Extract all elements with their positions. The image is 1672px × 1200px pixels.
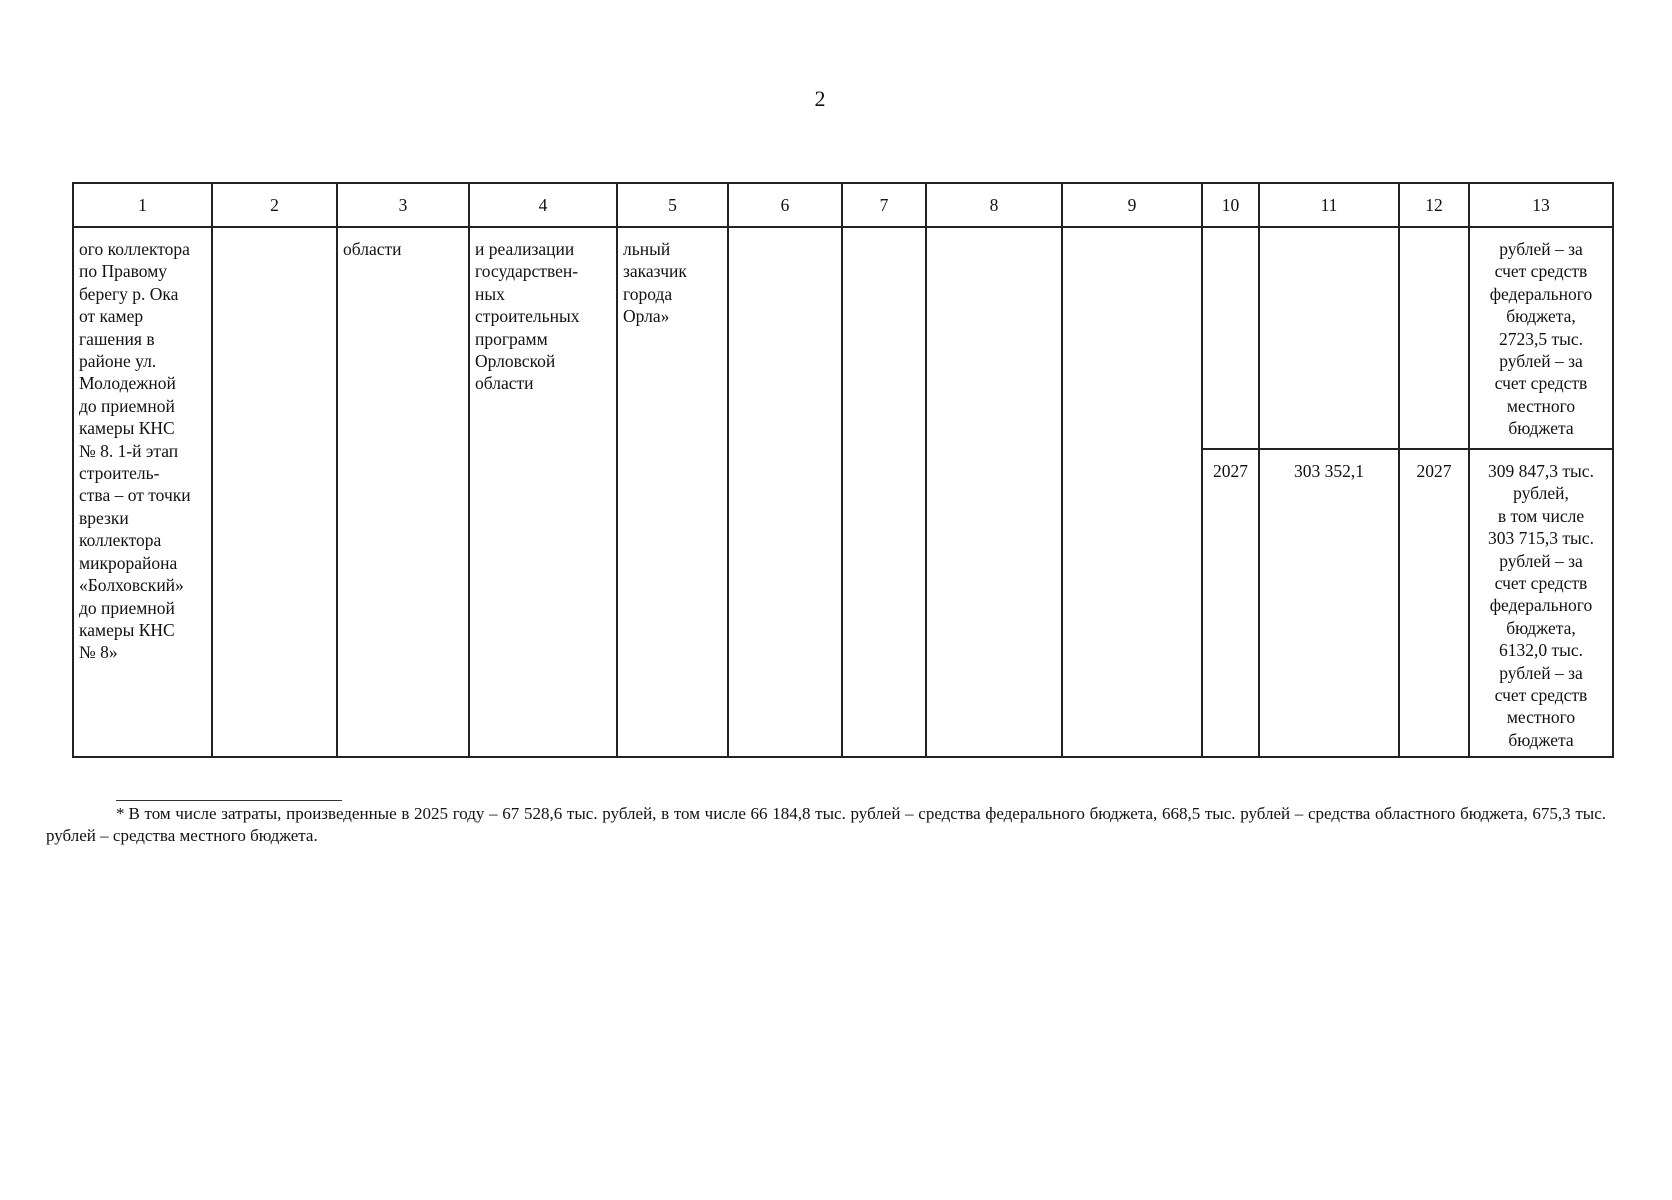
column-header: 4	[469, 183, 617, 227]
cell-line: ого коллектора	[79, 239, 190, 259]
column-header: 6	[728, 183, 842, 227]
cell-line: в том числе	[1497, 505, 1585, 526]
cell-line: Орла»	[623, 306, 670, 327]
cell-line: до приемной	[79, 597, 175, 618]
cell-line: местного	[1506, 707, 1576, 728]
customer-lines	[623, 238, 722, 328]
cell-line: счет средств	[1494, 373, 1588, 394]
column-header: 2	[212, 183, 337, 227]
cell-line: до приемной	[79, 395, 175, 416]
cell-line: счет средств	[1494, 685, 1588, 706]
cell-line: 303 715,3 тыс.	[1488, 528, 1594, 549]
cell-line: коллектора	[79, 530, 162, 551]
cell-line: и реализации	[475, 239, 575, 259]
cell-line: ных	[475, 283, 505, 304]
empty-cell	[728, 227, 842, 757]
cell-line: программ	[475, 328, 548, 349]
cell-line: ства – от точки	[79, 485, 191, 506]
column-header: 7	[842, 183, 926, 227]
funding-cell	[1469, 227, 1613, 449]
funding-cell	[1469, 449, 1613, 757]
cell-line: рублей,	[1513, 483, 1569, 504]
object-name-lines	[79, 238, 206, 664]
empty-cell	[1062, 227, 1202, 757]
cell-line: Орловской	[475, 351, 556, 372]
column-header: 11	[1259, 183, 1399, 227]
table-header-row	[73, 183, 1613, 227]
data-table	[72, 182, 1614, 758]
cell-line: от камер	[79, 306, 144, 327]
column-header: 5	[617, 183, 728, 227]
footnote-divider	[116, 800, 342, 801]
cell-line: федерального	[1489, 595, 1593, 616]
cell-line: 309 847,3 тыс.	[1488, 461, 1594, 481]
cell-line: 6132,0 тыс.	[1498, 640, 1584, 661]
footnote-marker: *	[116, 804, 125, 823]
empty-cell	[1202, 227, 1259, 449]
cell-line: № 8»	[79, 642, 118, 663]
customer-cell	[617, 227, 728, 757]
cell-line: берегу р. Ока	[79, 283, 179, 304]
cell-line: № 8. 1-й этап	[79, 440, 179, 461]
cell-line: местного	[1506, 395, 1576, 416]
empty-cell	[1259, 227, 1399, 449]
cell-line: строитель-	[79, 463, 160, 484]
footnote	[46, 803, 1606, 847]
cell-line: рублей – за	[1499, 351, 1583, 372]
cell-line: государствен-	[475, 261, 579, 282]
cell-line: Молодежной	[79, 373, 176, 394]
cell-line: врезки	[79, 507, 129, 528]
page-number: 2	[814, 86, 826, 111]
cell-line: камеры КНС	[79, 418, 175, 439]
cell-line: районе ул.	[79, 351, 157, 372]
cell-line: бюджета	[1508, 418, 1574, 439]
column-header: 9	[1062, 183, 1202, 227]
cell-line: области	[475, 373, 534, 394]
cell-line: заказчик	[623, 261, 687, 282]
start-year-cell: 2027	[1202, 449, 1259, 757]
cell-line: счет средств	[1494, 261, 1588, 282]
cost-cell: 303 352,1	[1259, 449, 1399, 757]
column-header: 13	[1469, 183, 1613, 227]
cell-line: гашения в	[79, 328, 155, 349]
table-row	[73, 227, 1613, 449]
end-year-cell: 2027	[1399, 449, 1469, 757]
region-cell: области	[337, 227, 469, 757]
object-name-cell	[73, 227, 212, 757]
cell-line: рублей – за	[1499, 662, 1583, 683]
cell-line: строительных	[475, 306, 580, 327]
funding-lines	[1475, 238, 1607, 440]
program-lines	[475, 238, 611, 395]
cell-line: камеры КНС	[79, 619, 175, 640]
cell-line: «Болховский»	[79, 575, 184, 596]
cell-line: по Правому	[79, 261, 168, 282]
column-header: 8	[926, 183, 1062, 227]
column-header: 3	[337, 183, 469, 227]
funding-lines	[1475, 460, 1607, 751]
empty-cell	[926, 227, 1062, 757]
cell-line: счет средств	[1494, 573, 1588, 594]
empty-cell	[212, 227, 337, 757]
column-header: 10	[1202, 183, 1259, 227]
program-cell	[469, 227, 617, 757]
footnote-text: В том числе затраты, произведенные в 2025 году – 67 528,6 тыс. рублей, в том числе 66 184,8 тыс. рублей – средства федерального бюджета, 668,5 тыс. рублей – средства областного бюджета, 675,3 тыс. рублей – средства местного бюджета.	[46, 804, 1606, 845]
column-header: 12	[1399, 183, 1469, 227]
column-header: 1	[73, 183, 212, 227]
cell-line: бюджета,	[1506, 617, 1576, 638]
cell-line: бюджета	[1508, 729, 1574, 750]
cell-line: федерального	[1489, 283, 1593, 304]
cell-line: бюджета,	[1506, 306, 1576, 327]
cell-line: рублей – за	[1499, 550, 1583, 571]
cell-line: микрорайона	[79, 552, 178, 573]
empty-cell	[842, 227, 926, 757]
cell-line: рублей – за	[1499, 239, 1583, 259]
cell-line: города	[623, 283, 673, 304]
cell-line: 2723,5 тыс.	[1498, 328, 1584, 349]
empty-cell	[1399, 227, 1469, 449]
cell-line: льный	[623, 239, 671, 259]
